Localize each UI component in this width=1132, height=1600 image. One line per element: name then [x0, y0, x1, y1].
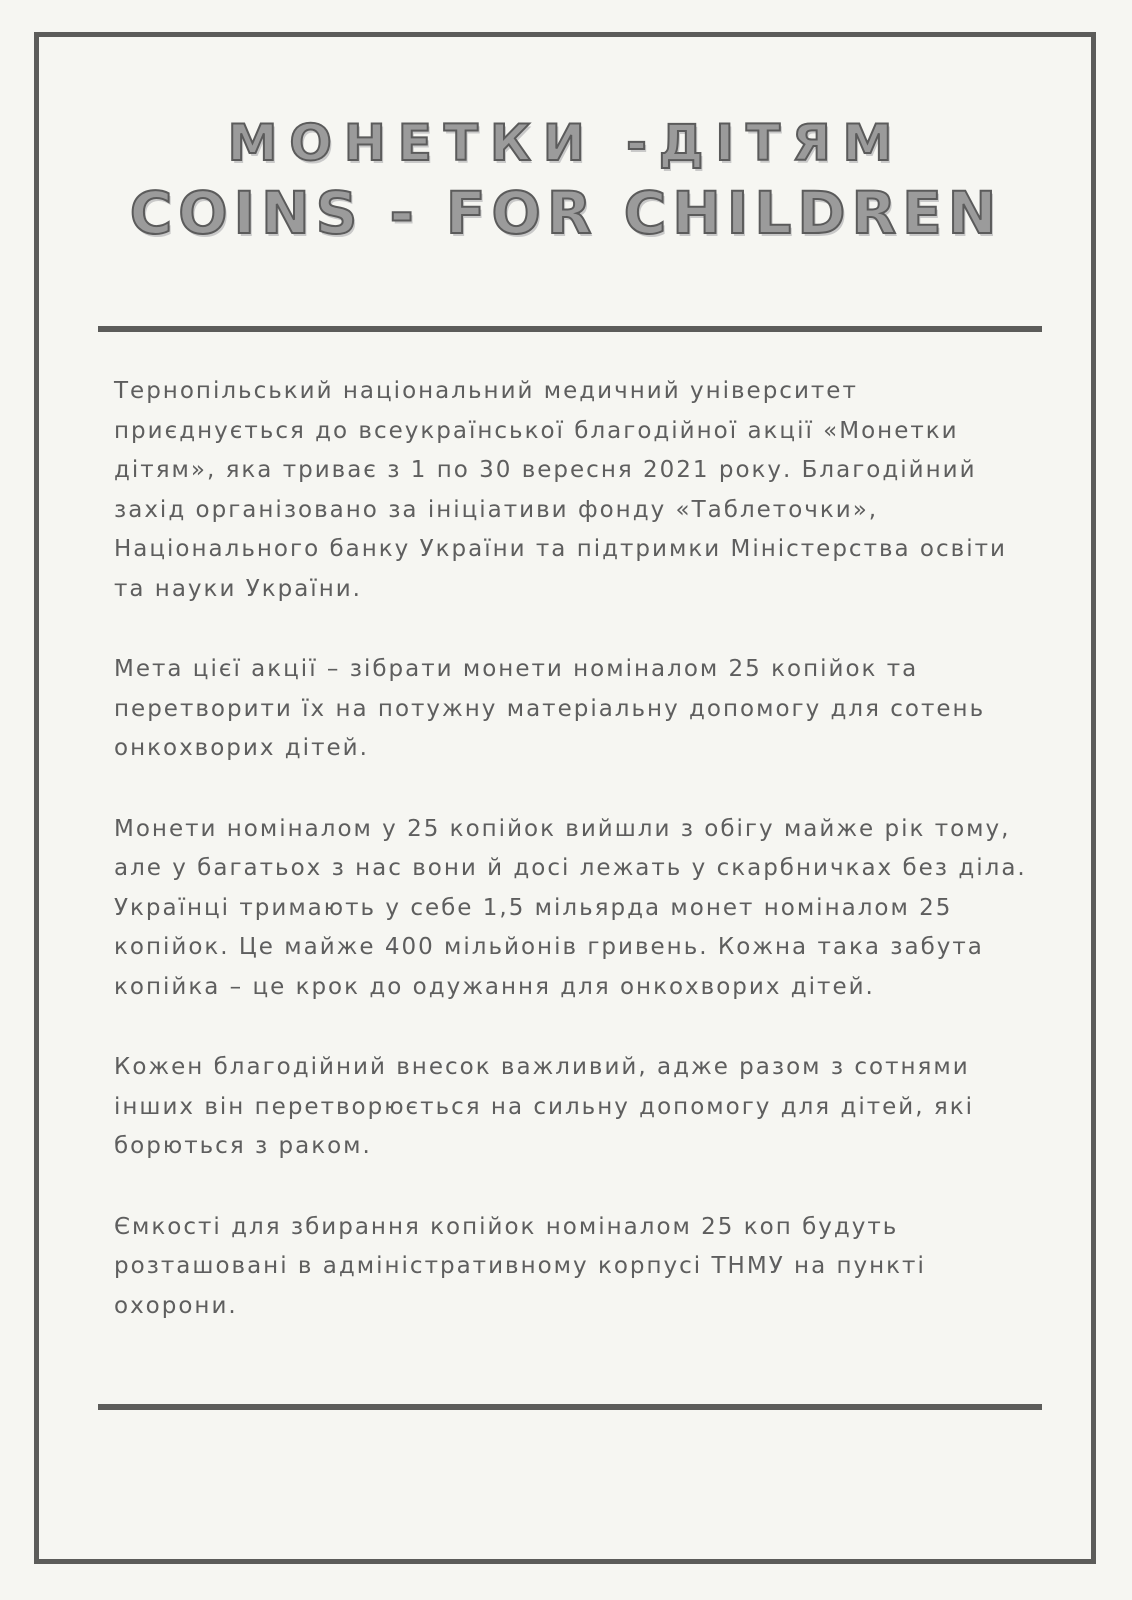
top-divider [98, 326, 1042, 332]
paragraph-contribution: Кожен благодійний внесок важливий, адже разом з сотнями інших він перетворюється на сильну допомогу для дітей, які борються з раком. [114, 1054, 974, 1159]
paragraph-collection-point: Ємкості для збирання копійок номіналом 25 коп будуть розташовані в адміністративному корпусі ТНМУ на пункті охорони. [114, 1213, 926, 1319]
paragraph-goal: Мета цієї акції – зібрати монети номіналом 25 копійок та перетворити їх на потужну матеріальну допомогу для сотень онкохворих дітей. [114, 656, 986, 761]
title-ukrainian: МОНЕТКИ -ДІТЯМ [227, 114, 905, 172]
paragraph-coins-facts: Монети номіналом у 25 копійок вийшли з обігу майже рік тому, але у багатьох з нас вони й досі лежать у скарбничках без діла. Українці тримають у себе 1,5 мільярда монет номіналом 25 копійок. Це майже 400 мільйонів гривень. Кожна така забута копійка – це крок до одужання для онкохворих дітей. [114, 815, 1027, 1000]
bottom-divider [98, 1404, 1042, 1410]
title-english: COINS - FOR CHILDREN [129, 179, 1003, 247]
article-body [114, 372, 1034, 1367]
paragraph-intro: Тернопільський національний медичний університет приєднується до всеукраїнської благодійної акції «Монетки дітям», яка триває з 1 по 30 вересня 2021 року. Благодійний захід організовано за ініціативи фонду «Таблеточки», Національного банку України та підтримки Міністерства освіти та науки України. [114, 378, 1007, 602]
